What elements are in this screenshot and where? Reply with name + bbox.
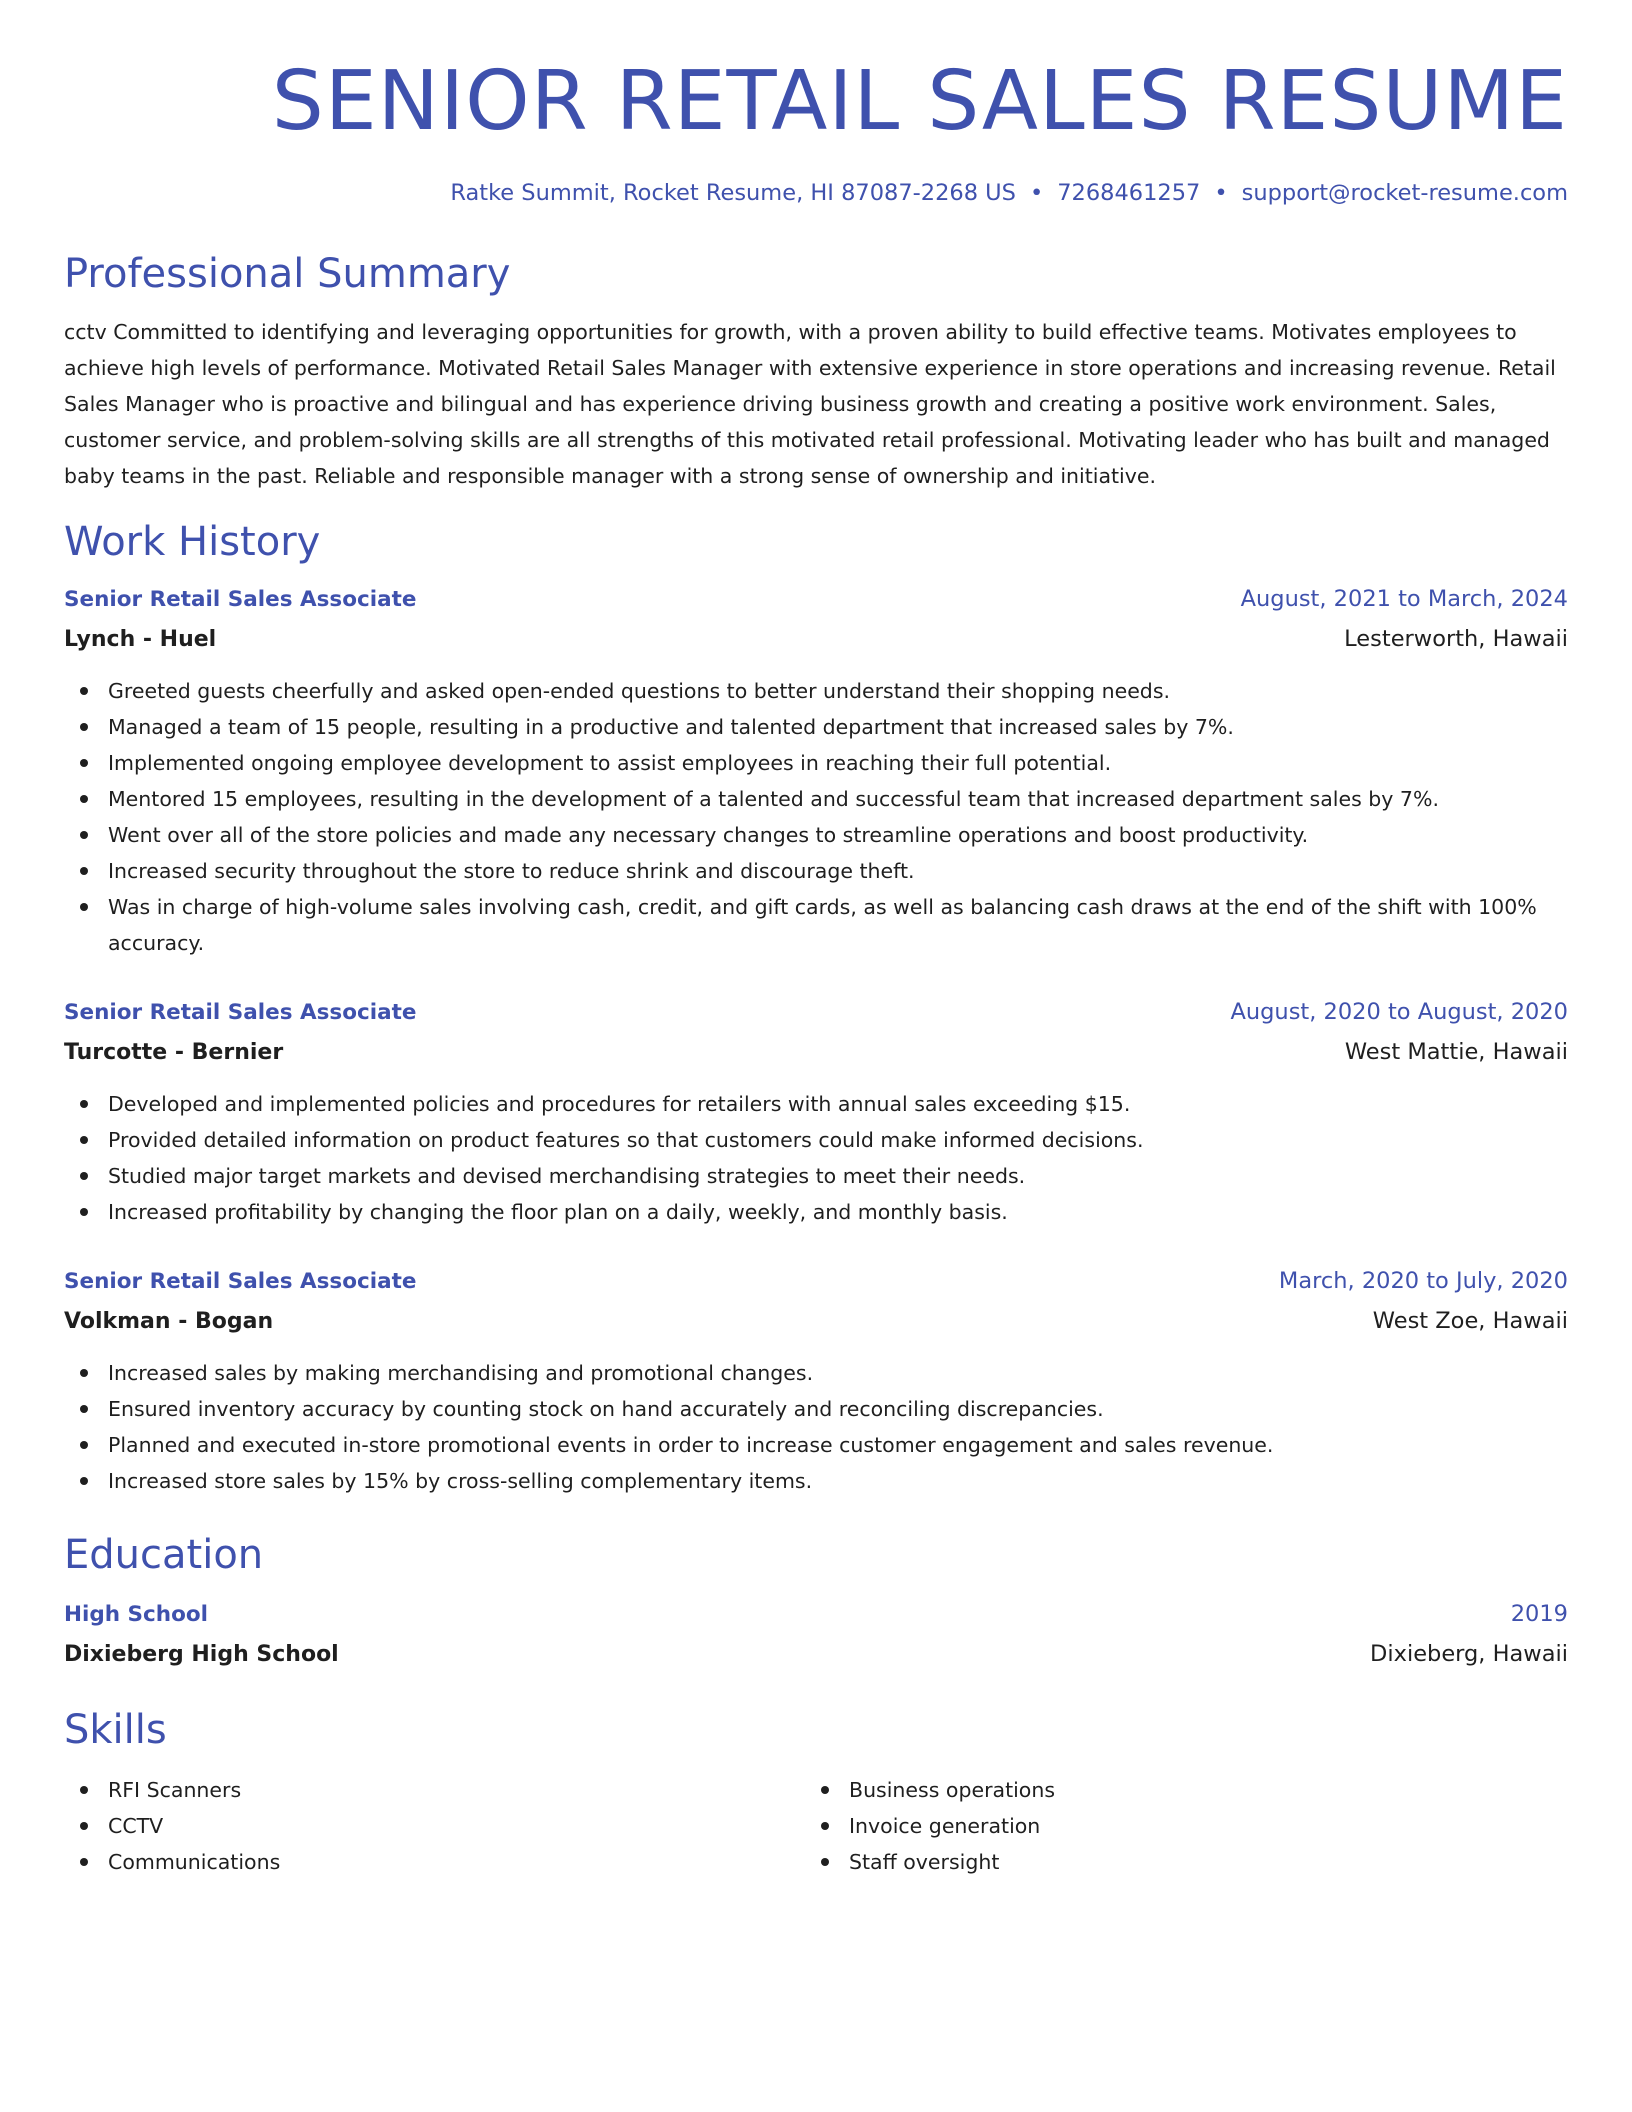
job-employer: Turcotte - Bernier [64,1040,284,1065]
list-item: Increased sales by making merchandising and promotional changes. [64,1355,1568,1391]
job-entry [64,1266,1568,1499]
section-title-summary: Professional Summary [64,251,511,297]
list-item: Increased profitability by changing the floor plan on a daily, weekly, and monthly basis. [64,1194,1568,1230]
job-location: Lesterworth, Hawaii [1344,626,1568,652]
list-item: Increased security throughout the store to reduce shrink and discourage theft. [64,853,1568,889]
summary-text: cctv Committed to identifying and leveraging opportunities for growth, with a proven ability to build effective teams. Motivates employees to achieve high levels of performance. Motivated Retail Sales Manager with extensive experience in store operations and increasing revenue. Retail Sales Manager who is proactive and bilingual and has experience driving business growth and creating a positive work environment. Sales, customer service, and problem-solving skills are all strengths of this motivated retail professional. Motivating leader who has built and managed baby teams in the past. Reliable and responsible manager with a strong sense of ownership and initiative. [64,320,1556,488]
skill-item: CCTV [64,1808,805,1844]
list-item: Increased store sales by 15% by cross-selling complementary items. [64,1463,1568,1499]
skills-list [64,1772,1568,1880]
job-employer: Lynch - Huel [64,627,217,652]
job-bullets [64,1355,1568,1499]
job-title: Senior Retail Sales Associate [64,1269,417,1294]
list-item: Managed a team of 15 people, resulting in a productive and talented department that increased sales by 7%. [64,709,1568,745]
job-employer: Volkman - Bogan [64,1309,274,1334]
skill-item: Communications [64,1844,805,1880]
job-entry [64,584,1568,961]
education-degree: High School [64,1602,208,1627]
job-title: Senior Retail Sales Associate [64,1000,417,1025]
education-location: Dixieberg, Hawaii [1370,1641,1568,1667]
skill-item: Staff oversight [805,1844,1546,1880]
contact-phone: 7268461257 [1057,180,1201,206]
contact-separator: • [1029,180,1044,206]
job-bullets [64,1086,1568,1230]
skills-column-left [64,1772,805,1880]
list-item: Mentored 15 employees, resulting in the development of a talented and successful team that increased department sales by 7%. [64,781,1568,817]
skills-column-right [805,1772,1546,1880]
list-item: Provided detailed information on product features so that customers could make informed decisions. [64,1122,1568,1158]
list-item: Went over all of the store policies and made any necessary changes to streamline operations and boost productivity. [64,817,1568,853]
job-dates: August, 2020 to August, 2020 [1230,999,1568,1025]
skill-item: Invoice generation [805,1808,1546,1844]
job-entry [64,997,1568,1230]
education-school: Dixieberg High School [64,1642,339,1667]
resume-page [64,52,1568,1880]
job-dates: August, 2021 to March, 2024 [1240,586,1568,612]
education-entry [64,1599,1568,1670]
job-title: Senior Retail Sales Associate [64,587,417,612]
contact-email: support@rocket-resume.com [1241,180,1568,206]
section-title-skills: Skills [64,1707,167,1753]
section-title-education: Education [64,1532,264,1578]
job-dates: March, 2020 to July, 2020 [1278,1268,1568,1294]
list-item: Developed and implemented policies and procedures for retailers with annual sales exceeding $15. [64,1086,1568,1122]
skill-item: RFI Scanners [64,1772,805,1808]
list-item: Implemented ongoing employee development to assist employees in reaching their full potential. [64,745,1568,781]
list-item: Greeted guests cheerfully and asked open-ended questions to better understand their shopping needs. [64,673,1568,709]
list-item: Planned and executed in-store promotional events in order to increase customer engagement and sales revenue. [64,1427,1568,1463]
section-title-work-history: Work History [64,519,321,565]
list-item: Studied major target markets and devised merchandising strategies to meet their needs. [64,1158,1568,1194]
resume-title: SENIOR RETAIL SALES RESUME [271,54,1568,149]
contact-address: Ratke Summit, Rocket Resume, HI 87087-2268 US [450,180,1016,206]
list-item: Was in charge of high-volume sales involving cash, credit, and gift cards, as well as balancing cash draws at the end of the shift with 100% accuracy. [64,889,1568,961]
job-location: West Zoe, Hawaii [1372,1308,1568,1334]
education-year: 2019 [1510,1601,1568,1627]
skill-item: Business operations [805,1772,1546,1808]
list-item: Ensured inventory accuracy by counting stock on hand accurately and reconciling discrepancies. [64,1391,1568,1427]
job-location: West Mattie, Hawaii [1344,1039,1568,1065]
job-bullets [64,673,1568,961]
contact-line [64,178,1568,208]
contact-separator: • [1214,180,1228,206]
